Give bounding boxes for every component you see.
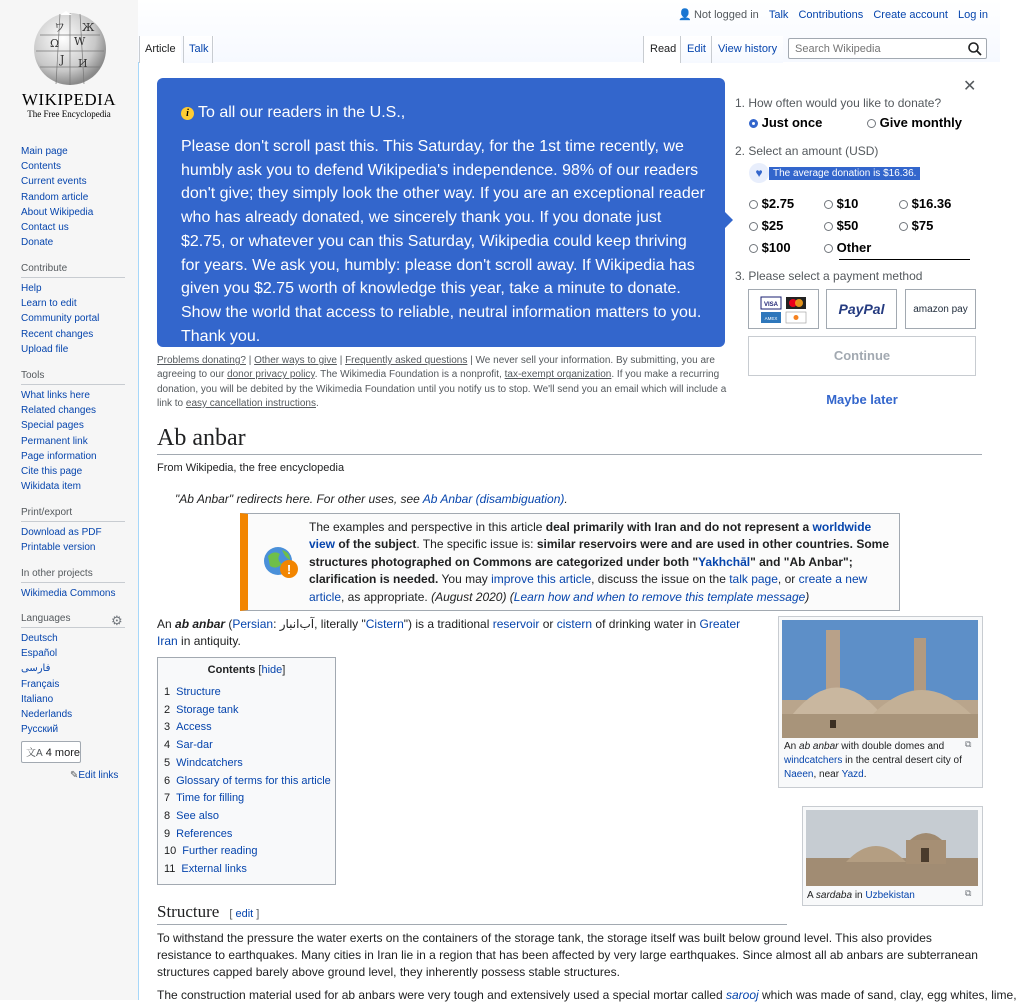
lang-fa[interactable]: فارسی <box>21 663 51 675</box>
create-account-link[interactable]: Create account <box>873 9 948 21</box>
toc-item[interactable]: 9 References <box>164 827 233 840</box>
structure-paragraph-2: The construction material used for ab anbars were very tough and extensively used a special mortar called sarooj which was made of sand, clay, egg whites, lime, <box>157 988 1017 1002</box>
nav-donate[interactable]: Donate <box>21 237 54 249</box>
contributions-link[interactable]: Contributions <box>798 9 864 21</box>
info-icon: i <box>181 107 194 120</box>
svg-text:VISA: VISA <box>763 302 779 308</box>
other-ways-link[interactable]: Other ways to give <box>254 355 337 366</box>
sarooj-link[interactable]: sarooj <box>725 988 759 1002</box>
structure-paragraph-1: To withstand the pressure the water exerts on the containers of the storage tank, the storage itself was built below ground level. This also provides resistance to earthquakes. Many cities in Iran lie in a region that has been affected by very large earthquakes. Since almost all ab anbars are subterranean structures capped barely above ground level, they inherently possess stable structures. <box>157 931 978 979</box>
banner-body: Please don't scroll past this. This Saturday, for the 1st time recently, we humbly ask you to defend Wikipedia's independence. 98% of our readers don't give; they simply look the other way. If you are an exceptional reader who has already donated, we sincerely thank you. If you donate just $2.75, or whatever you can this Saturday, Wikipedia could keep thriving for years. We ask you, humbly: please don't scroll away. If Wikipedia has given you $2.75 worth of knowledge this year, take a minute to donate. Show the world that access to reliable, neutral information matters to you. Thank you. <box>181 138 705 345</box>
pay-paypal-button[interactable]: PayPal <box>826 289 897 329</box>
svg-text:Ж: Ж <box>82 21 95 34</box>
tools-special[interactable]: Special pages <box>21 420 84 432</box>
continue-button[interactable]: Continue <box>748 336 976 376</box>
amount-100[interactable]: $100 <box>749 240 791 255</box>
cistern2-link[interactable]: cistern <box>556 617 593 631</box>
tab-article[interactable]: Article <box>139 36 181 63</box>
figure-sardaba-caption: A sardaba in Uzbekistan <box>807 890 915 901</box>
toc-item[interactable]: 10 Further reading <box>164 845 258 858</box>
talk-link[interactable]: Talk <box>768 9 789 21</box>
search-icon[interactable] <box>967 41 983 57</box>
lang-ru[interactable]: Русский <box>21 724 59 736</box>
toc-item[interactable]: 1 Structure <box>164 686 221 698</box>
logo-wordmark[interactable]: WIKIPEDIA <box>21 90 117 109</box>
table-of-contents <box>157 657 336 885</box>
pencil-icon: ✎ <box>70 770 79 781</box>
hatnote: "Ab Anbar" redirects here. For other uses, see Ab Anbar (disambiguation). <box>175 492 568 506</box>
pay-card-button[interactable] <box>748 289 819 329</box>
close-icon[interactable]: ✕ <box>963 78 977 95</box>
faq-link[interactable]: Frequently asked questions <box>345 355 468 366</box>
fundraising-banner <box>157 78 725 347</box>
nav-portlet <box>21 144 125 250</box>
toc-hide-link[interactable]: hide <box>261 664 283 676</box>
lang-fr[interactable]: Français <box>21 678 60 690</box>
cistern-link[interactable]: Cistern <box>365 617 404 631</box>
remove-template-link[interactable]: Learn how and when to remove this template message <box>513 589 806 604</box>
nav-main-page[interactable]: Main page <box>21 146 68 157</box>
q-payment: 3. Please select a payment method <box>735 269 923 283</box>
amount-10[interactable]: $10 <box>824 196 858 211</box>
nav-random-article[interactable]: Random article <box>21 191 89 203</box>
print-heading: Print/export <box>21 507 125 522</box>
tools-what-links[interactable]: What links here <box>21 390 90 401</box>
tools-cite[interactable]: Cite this page <box>21 466 83 478</box>
tools-page-info[interactable]: Page information <box>21 450 97 462</box>
toc-item[interactable]: 6 Glossary of terms for this article <box>164 774 331 787</box>
toc-title: Contents [hide] <box>207 664 286 676</box>
lang-de[interactable]: Deutsch <box>21 633 58 644</box>
logo-tagline: The Free Encyclopedia <box>27 109 111 119</box>
banner-footer: Problems donating? | Other ways to give | Frequently asked questions | We never sell your information. By submitting, you are agreeing to our donor privacy policy. The Wikimedia Foundation is a nonprofit, tax-exempt organization. If you make a recurring donation, you will be debited by the Wikimedia Foundation until you notify us to stop. We'll send you an email which will include a link to easy cancellation instructions. <box>157 355 727 409</box>
translate-icon: 文A <box>26 748 43 759</box>
contribute-learn[interactable]: Learn to edit <box>21 298 77 310</box>
sardaba-photo[interactable] <box>806 810 978 886</box>
naeen-link[interactable]: Naeen <box>784 769 814 780</box>
enlarge-icon[interactable]: ⧉ <box>965 739 972 749</box>
content-border <box>138 62 139 1000</box>
greater-iran-link[interactable]: Greater Iran <box>157 617 741 648</box>
radio-once[interactable] <box>749 119 758 128</box>
languages-heading: Languages <box>21 613 125 628</box>
ab-anbar-photo[interactable] <box>782 620 978 738</box>
toc-item[interactable]: 8 See also <box>164 809 219 822</box>
banner-heading: i To all our readers in the U.S., <box>181 104 405 122</box>
improve-article-link[interactable]: improve this article <box>491 572 592 587</box>
tab-read[interactable]: Read <box>643 36 682 63</box>
pay-amazon-button[interactable]: amazon pay <box>905 289 976 329</box>
average-donation: ♥ The average donation is $16.36. <box>749 163 920 183</box>
toc-item[interactable]: 3 Access <box>164 721 212 734</box>
toc-item[interactable]: 2 Storage tank <box>164 703 239 716</box>
tab-history[interactable]: View history <box>711 36 783 63</box>
tools-permanent[interactable]: Permanent link <box>21 435 88 447</box>
tools-portlet <box>21 370 125 494</box>
tools-wikidata[interactable]: Wikidata item <box>21 481 82 493</box>
freq-monthly[interactable]: Give monthly <box>867 115 962 130</box>
contribute-upload[interactable]: Upload file <box>21 343 69 355</box>
toc-item[interactable]: 11 External links <box>164 863 247 876</box>
search-input[interactable] <box>788 38 987 59</box>
persian-link[interactable]: Persian <box>232 617 274 631</box>
contribute-recent[interactable]: Recent changes <box>21 328 94 340</box>
disambiguation-link[interactable]: Ab Anbar (disambiguation) <box>422 492 565 506</box>
notice-text: The examples and perspective in this article deal primarily with Iran and do not represent a worldwide view of the subject. The specific issue is: similar reservoirs were and are used in other countries. Some structures photographed on Commons are categorized under both "Yakhchāl" and "Ab Anbar"; clarification is needed. You may improve this article, discuss the issue on the talk page, or create a new article, as appropriate. (August 2020) (Learn how and when to remove this template message) <box>309 520 889 604</box>
enlarge-icon-2[interactable]: ⧉ <box>965 888 972 898</box>
print-portlet <box>21 507 125 555</box>
user-icon: 👤 <box>678 9 692 21</box>
section-edit: [ edit ] <box>229 908 260 920</box>
nav-contact[interactable]: Contact us <box>21 222 69 234</box>
personal-tools <box>671 8 988 21</box>
amount-25[interactable]: $25 <box>749 218 783 233</box>
radio-monthly[interactable] <box>867 119 876 128</box>
tab-talk[interactable]: Talk <box>183 36 214 63</box>
uzbekistan-link[interactable]: Uzbekistan <box>865 890 915 901</box>
svg-text:ワ: ワ <box>54 21 65 34</box>
q-amount: 2. Select an amount (USD) <box>735 144 879 158</box>
talk-page-link[interactable]: talk page <box>729 572 778 587</box>
q-frequency: 1. How often would you like to donate? <box>735 96 942 110</box>
languages-portlet <box>21 613 125 737</box>
tax-exempt-link[interactable]: tax-exempt organization <box>504 369 612 381</box>
cancellation-link[interactable]: easy cancellation instructions <box>185 397 316 409</box>
lang-nl[interactable]: Nederlands <box>21 709 73 721</box>
not-logged-in: Not logged in <box>693 9 759 21</box>
lang-it[interactable]: Italiano <box>21 693 54 705</box>
maybe-later-button[interactable]: Maybe later <box>826 392 898 407</box>
globalize-notice <box>240 513 900 611</box>
edit-links[interactable]: ✎Edit links <box>70 770 119 781</box>
nav-current-events[interactable]: Current events <box>21 176 87 188</box>
amount-16-36[interactable]: $16.36 <box>899 196 951 211</box>
svg-text:!: ! <box>286 562 292 577</box>
card-logos-icon <box>749 290 818 328</box>
tab-separator <box>212 36 213 63</box>
more-languages-label: 4 more <box>45 747 80 759</box>
yakhchal-link[interactable]: Yakhchāl <box>698 554 751 569</box>
svg-text:Ω: Ω <box>50 37 60 50</box>
globe-warning-icon <box>262 544 300 580</box>
svg-text:AMEX: AMEX <box>764 316 778 321</box>
contribute-portlet <box>21 263 125 357</box>
projects-heading: In other projects <box>21 568 125 583</box>
print-printable[interactable]: Printable version <box>21 542 96 554</box>
nav-about[interactable]: About Wikipedia <box>21 206 94 218</box>
projects-portlet <box>21 568 125 601</box>
site-sub: From Wikipedia, the free encyclopedia <box>157 462 345 474</box>
section-edit-link[interactable]: edit <box>235 908 254 920</box>
yazd-link[interactable]: Yazd <box>841 769 864 780</box>
banner-arrow <box>725 212 733 228</box>
toc-item[interactable]: 4 Sar-dar <box>164 739 213 752</box>
toc-item[interactable]: 5 Windcatchers <box>164 756 243 769</box>
tools-heading: Tools <box>21 370 125 385</box>
tools-related[interactable]: Related changes <box>21 405 97 417</box>
amount-2-75[interactable]: $2.75 <box>749 196 794 211</box>
toc-item[interactable]: 7 Time for filling <box>164 792 245 805</box>
contribute-help[interactable]: Help <box>21 283 42 294</box>
section-heading-structure: Structure [ edit ] <box>157 902 787 925</box>
sidebar <box>0 0 138 1000</box>
worldwide-view-link[interactable]: worldwide view <box>309 520 872 552</box>
intro-paragraph: An ab anbar (Persian: آب‌انبار, literally "Cistern") is a traditional reservoir or cistern of drinking water in Greater Iran in antiquity. <box>157 617 741 648</box>
projects-commons[interactable]: Wikimedia Commons <box>21 588 116 599</box>
wikipedia-globe-icon[interactable] <box>30 11 110 87</box>
svg-text:J: J <box>60 53 65 66</box>
lang-es[interactable]: Español <box>21 648 58 660</box>
more-languages-button[interactable] <box>21 741 81 763</box>
privacy-link[interactable]: donor privacy policy <box>227 369 315 381</box>
amount-50[interactable]: $50 <box>824 218 858 233</box>
svg-text:И: И <box>78 57 88 70</box>
contribute-heading: Contribute <box>21 263 125 278</box>
gear-icon[interactable]: ⚙ <box>111 613 123 628</box>
freq-once[interactable]: Just once <box>749 115 822 130</box>
page-title: Ab anbar <box>157 425 982 455</box>
print-pdf[interactable]: Download as PDF <box>21 527 102 538</box>
amount-other[interactable]: Other <box>824 240 871 255</box>
tab-edit[interactable]: Edit <box>680 36 712 63</box>
contribute-portal[interactable]: Community portal <box>21 313 100 325</box>
other-amount-input[interactable] <box>839 259 970 260</box>
login-link[interactable]: Log in <box>958 9 988 21</box>
amount-75[interactable]: $75 <box>899 218 933 233</box>
reservoir-link[interactable]: reservoir <box>492 617 540 631</box>
problems-donating-link[interactable]: Problems donating? <box>157 355 246 366</box>
figure-ab-anbar-caption: An ab anbar with double domes and windcatchers in the central desert city of Naeen, near Yazd. <box>784 741 962 780</box>
heart-icon: ♥ <box>749 163 769 183</box>
windcatchers-link[interactable]: windcatchers <box>784 755 843 766</box>
svg-text:W: W <box>74 35 86 48</box>
create-article-link[interactable]: create a new article <box>309 572 868 604</box>
nav-contents[interactable]: Contents <box>21 161 62 173</box>
